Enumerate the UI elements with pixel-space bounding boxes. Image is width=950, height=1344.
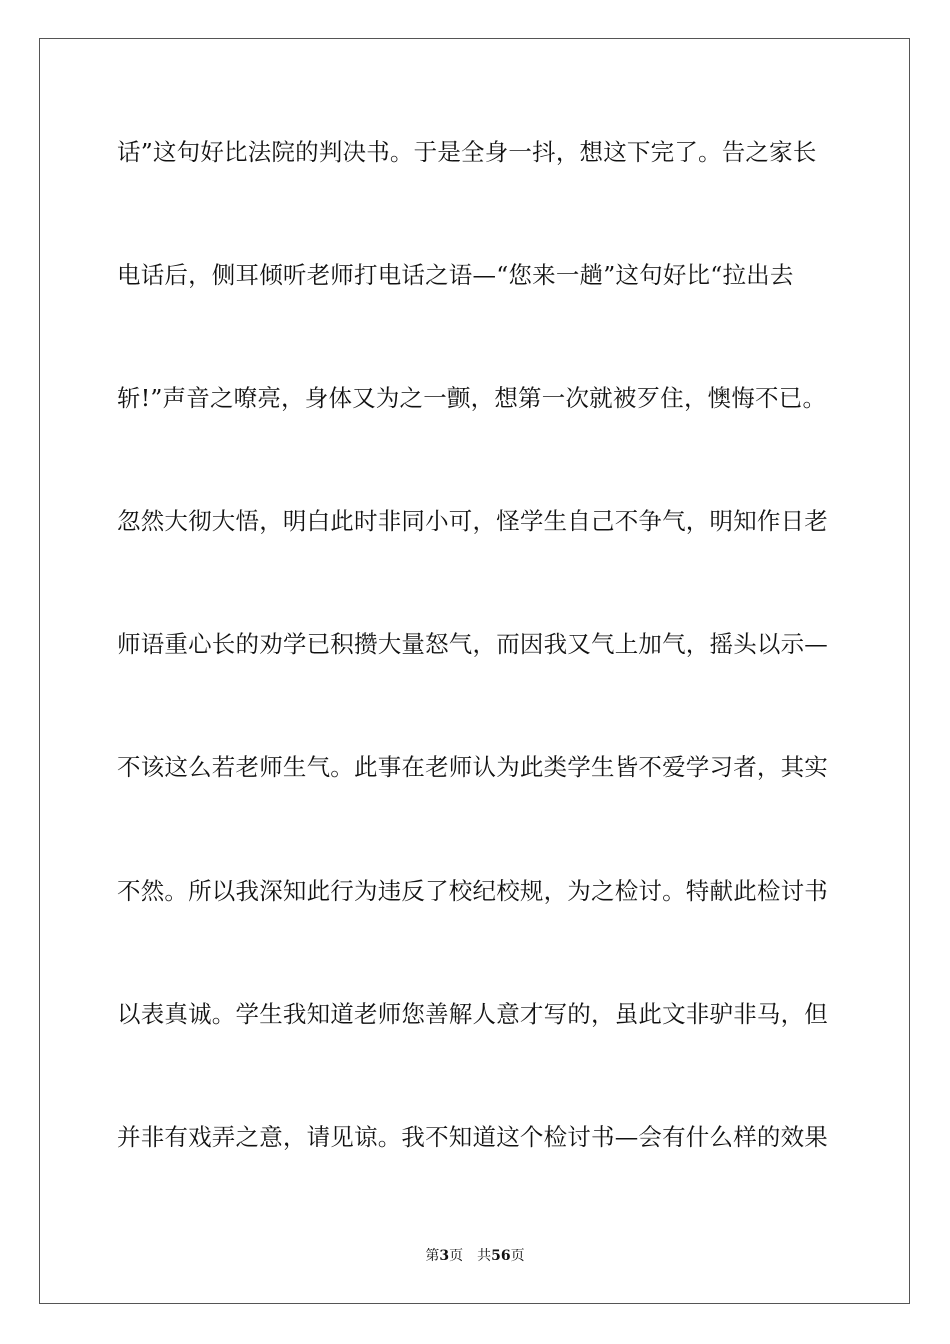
page-suffix: 页 [449,1248,464,1264]
text-line: 斩!”声音之嘹亮，身体又为之一颤，想第一次就被歹住，懊悔不已。 [117,384,827,413]
text-line: 师语重心长的劝学已积攒大量怒气，而因我又气上加气，摇头以示— [117,630,828,659]
text-line: 忽然大彻大悟，明白此时非同小可，怪学生自己不争气，明知作日老 [117,507,828,536]
page-footer [0,1246,950,1266]
text-line: 电话后，侧耳倾听老师打电话之语—“您来一趟”这句好比“拉出去 [117,261,794,290]
total-suffix: 页 [510,1248,525,1264]
text-line: 以表真诚。学生我知道老师您善解人意才写的，虽此文非驴非马，但 [117,999,828,1028]
document-body [117,128,857,1236]
text-line: 不该这么若老师生气。此事在老师认为此类学生皆不爱学习者，其实 [117,753,828,782]
text-line: 不然。所以我深知此行为违反了校纪校规，为之检讨。特献此检讨书 [117,876,828,905]
total-page-count: 56 [491,1248,511,1264]
current-page-number: 3 [439,1248,450,1264]
total-prefix: 共 [477,1248,492,1264]
text-line: 话”这句好比法院的判决书。于是全身一抖，想这下完了。告之家长 [117,138,817,166]
text-line: 并非有戏弄之意，请见谅。我不知道这个检讨书—会有什么样的效果 [117,1122,828,1151]
page-prefix: 第 [425,1248,440,1264]
